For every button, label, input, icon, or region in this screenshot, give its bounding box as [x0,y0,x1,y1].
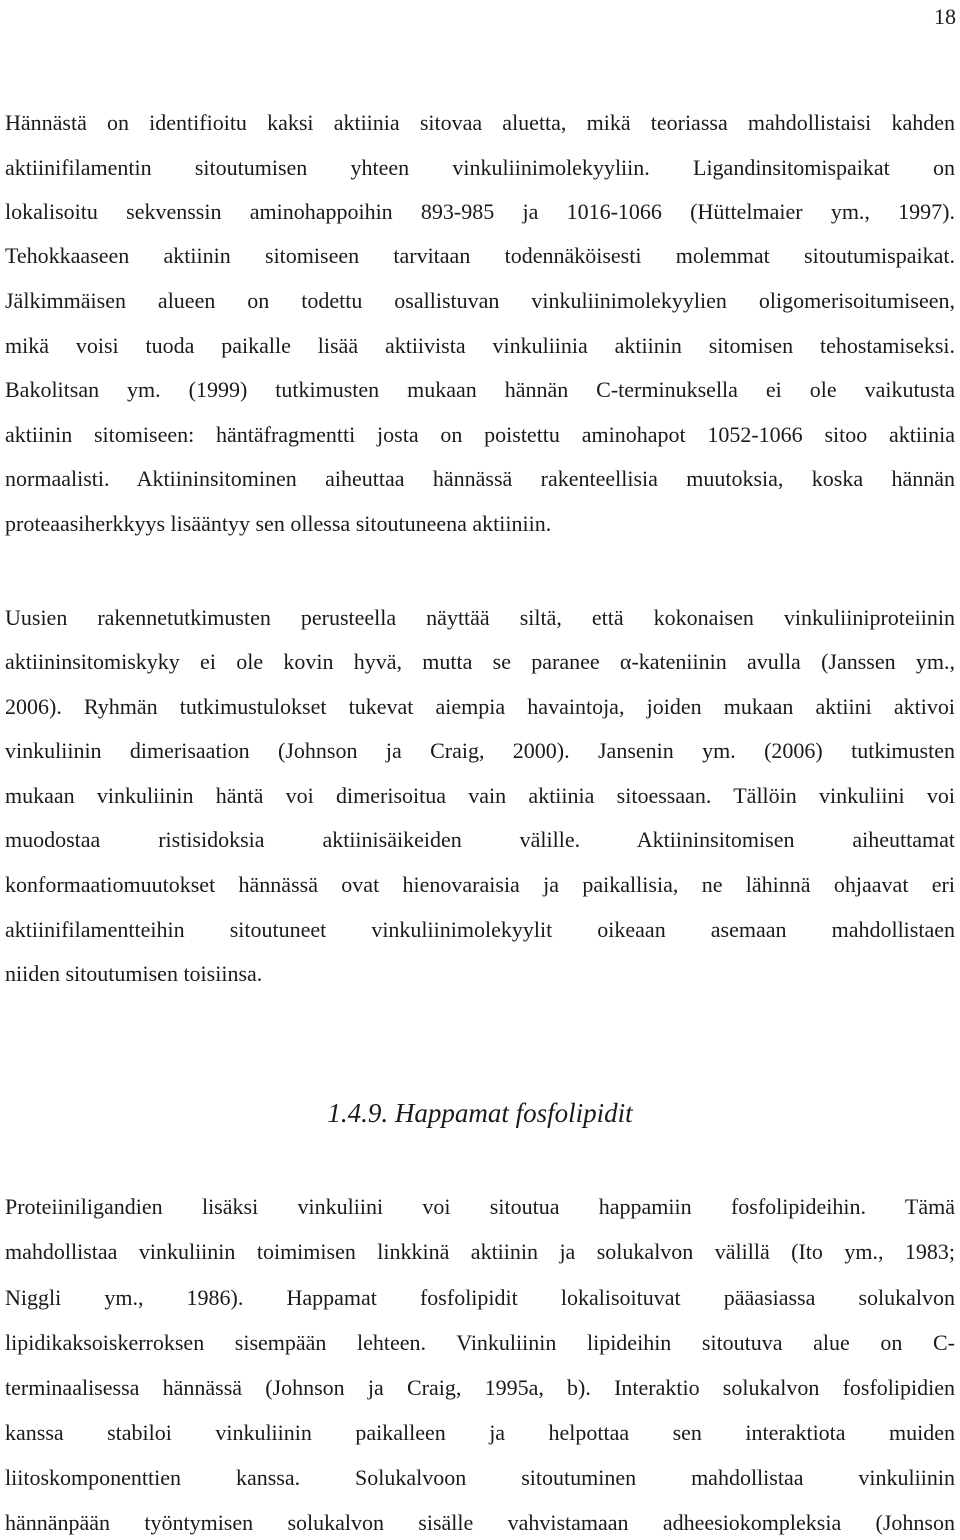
text-line: 2006). Ryhmän tutkimustulokset tukevat aiempia havaintoja, joiden mukaan aktiini aktivoi [5,694,955,719]
text-line: aktiinifilamentin sitoutumisen yhteen vinkuliinimolekyyliin. Ligandinsitomispaikat on [5,155,955,180]
text-line: mikä voisi tuoda paikalle lisää aktiivista vinkuliinia aktiinin sitomisen tehostamiseksi. [5,333,955,358]
text-line: konformaatiomuutokset hännässä ovat hienovaraisia ja paikallisia, ne lähinnä ohjaavat eri [5,872,955,897]
text-line: lipidikaksoiskerroksen sisempään lehteen. Vinkuliinin lipideihin sitoutuva alue on C- [5,1330,955,1355]
text-line: Jälkimmäisen alueen on todettu osallistuvan vinkuliinimolekyylien oligomerisoitumiseen, [5,288,955,313]
text-line: hännänpään työntymisen solukalvon sisälle vahvistamaan adheesiokompleksia (Johnson [5,1510,955,1535]
text-line: aktiinifilamentteihin sitoutuneet vinkuliinimolekyylit oikeaan asemaan mahdollistaen [5,917,955,942]
page-number: 18 [934,4,956,29]
text-line: Uusien rakennetutkimusten perusteella näyttää siltä, että kokonaisen vinkuliiniproteiinin [5,605,955,630]
text-line: Hännästä on identifioitu kaksi aktiinia sitovaa aluetta, mikä teoriassa mahdollistaisi kahden [5,110,955,135]
text-line: niiden sitoutumisen toisiinsa. [5,961,263,986]
text-line: Niggli ym., 1986). Happamat fosfolipidit lokalisoituvat pääasiassa solukalvon [5,1285,955,1310]
text-line: terminaalisessa hännässä (Johnson ja Craig, 1995a, b). Interaktio solukalvon fosfolipidien [5,1375,955,1400]
text-line: aktiininsitomiskyky ei ole kovin hyvä, mutta se paranee α-kateniinin avulla (Janssen ym., [5,649,955,674]
text-line: muodostaa ristisidoksia aktiinisäikeiden välille. Aktiininsitomisen aiheuttamat [5,827,955,852]
text-line: Bakolitsan ym. (1999) tutkimusten mukaan hännän C-terminuksella ei ole vaikutusta [5,377,955,402]
text-line: lokalisoitu sekvenssin aminohappoihin 893-985 ja 1016-1066 (Hüttelmaier ym., 1997). [5,199,955,224]
text-line: Proteiiniligandien lisäksi vinkuliini voi sitoutua happamiin fosfolipideihin. Tämä [5,1194,955,1219]
text-line: mahdollistaa vinkuliinin toimimisen linkkinä aktiinin ja solukalvon välillä (Ito ym., 1983; [5,1239,955,1264]
text-line: kanssa stabiloi vinkuliinin paikalleen ja helpottaa sen interaktiota muiden [5,1420,955,1445]
text-line: proteaasiherkkyys lisääntyy sen ollessa sitoutuneena aktiiniin. [5,511,552,536]
text-line: aktiinin sitomiseen: häntäfragmentti josta on poistettu aminohapot 1052-1066 sitoo aktiinia [5,422,955,447]
text-line: mukaan vinkuliinin häntä voi dimerisoitua vain aktiinia sitoessaan. Tällöin vinkuliini voi [5,783,955,808]
text-line: Tehokkaaseen aktiinin sitomiseen tarvitaan todennäköisesti molemmat sitoutumispaikat. [5,243,955,268]
text-line: vinkuliinin dimerisaation (Johnson ja Craig, 2000). Jansenin ym. (2006) tutkimusten [5,738,955,763]
text-line: liitoskomponenttien kanssa. Solukalvoon sitoutuminen mahdollistaa vinkuliinin [5,1465,955,1490]
section-heading: 1.4.9. Happamat fosfolipidit [327,1098,633,1128]
text-line: normaalisti. Aktiininsitominen aiheuttaa hännässä rakenteellisia muutoksia, koska hännän [5,466,955,491]
